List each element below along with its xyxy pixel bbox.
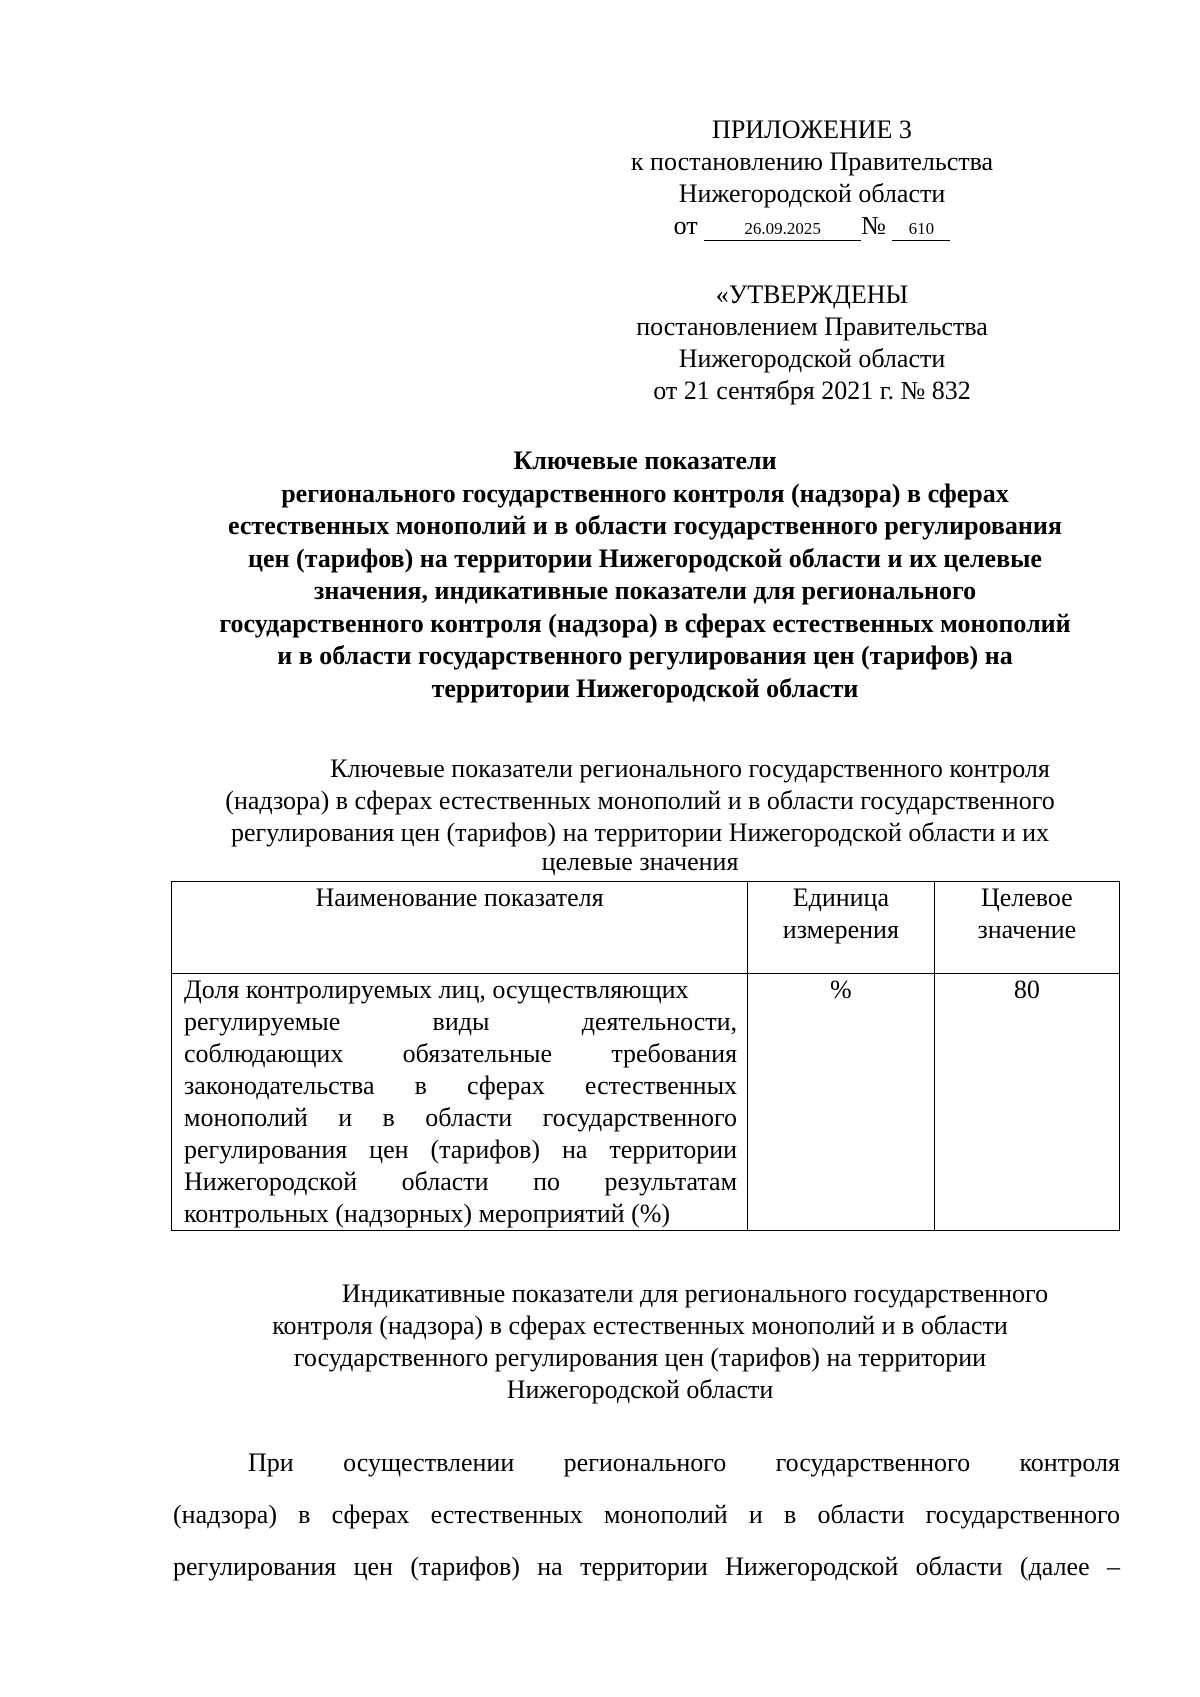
title-line: естественных монополий и в области государственного регулирования (228, 511, 1062, 540)
indicative-heading-line: Нижегородской области (506, 1375, 774, 1404)
number-prefix: № (861, 211, 886, 240)
body-text: При осуществлении регионального государственного контроля (248, 1448, 1120, 1477)
justified-line-text: монополий и в области государственного (184, 1103, 738, 1132)
table-row (172, 974, 1120, 1231)
header-target (934, 882, 1119, 974)
key-heading-line: регулирования цен (тарифов) на территории Нижегородской области и их (230, 818, 1050, 847)
header-target-line1: Целевое (980, 883, 1073, 912)
indicator-name-cell (172, 974, 748, 1231)
title-line: значения, индикативные показатели для регионального (313, 576, 977, 605)
date-prefix: от (673, 211, 698, 240)
title-line: и в области государственного регулирования цен (тарифов) на (277, 641, 1013, 670)
indicative-heading-line: Индикативные показатели для регионального государственного (341, 1279, 1049, 1308)
header-unit (748, 882, 935, 974)
title-line: государственного контроля (надзора) в сферах естественных монополий (219, 608, 1071, 638)
unit-value: % (830, 975, 852, 1004)
justified-line-text: Нижегородской области по результатам (184, 1167, 738, 1196)
header-target-line2: значение (977, 915, 1077, 944)
body-line (173, 1448, 1120, 1478)
title-line: территории Нижегородской области (431, 673, 859, 703)
header-unit-line1: Единица (792, 883, 890, 912)
justified-line-text: регулируемые виды деятельности, (184, 1007, 738, 1036)
table-header-row (172, 882, 1120, 974)
title-line: цен (тарифов) на территории Нижегородской области и их целевые (248, 543, 1042, 573)
indicator-name-line: контрольных (надзорных) мероприятий (%) (184, 1199, 671, 1228)
appendix-title: ПРИЛОЖЕНИЕ 3 (712, 115, 912, 144)
indicative-indicators-heading (160, 1278, 1120, 1406)
key-heading-line: целевые значения (541, 847, 739, 876)
indicator-name-line: Доля контролируемых лиц, осуществляющих (184, 975, 689, 1004)
approved-line2: постановлением Правительства (636, 312, 988, 341)
indicator-name-line (184, 1102, 737, 1134)
body-text: регулирования цен (тарифов) на территории Нижегородской области (далее – (173, 1552, 1120, 1581)
appendix-block (610, 114, 1014, 242)
header-name-text: Наименование показателя (315, 883, 604, 912)
header-unit-line2: измерения (782, 915, 899, 944)
title-line: регионального государственного контроля (надзора) в сферах (281, 478, 1009, 508)
key-indicators-table (171, 881, 1120, 1231)
document-title (150, 445, 1140, 705)
justified-line-text: регулирования цен (тарифов) на территории (184, 1135, 738, 1164)
indicator-name-line (184, 1134, 737, 1166)
justified-line-text: соблюдающих обязательные требования (184, 1039, 738, 1068)
indicator-name-line (184, 1070, 737, 1102)
indicator-name-line (184, 1166, 737, 1198)
indicative-heading-line: контроля (надзора) в сферах естественных монополий и в области (272, 1311, 1008, 1340)
header-indicator-name (172, 882, 748, 974)
indicator-name-line (184, 1006, 737, 1038)
appendix-line2: к постановлению Правительства (630, 147, 994, 176)
body-line (173, 1552, 1120, 1582)
date-field: 26.09.2025 (704, 218, 861, 241)
key-heading-line: (надзора) в сферах естественных монополий и в области государственного (225, 786, 1055, 815)
approved-block (610, 279, 1014, 407)
body-line (173, 1500, 1120, 1530)
key-heading-line: Ключевые показатели регионального государственного контроля (330, 754, 1050, 783)
target-cell (934, 974, 1119, 1231)
unit-cell (748, 974, 935, 1231)
indicative-heading-line: государственного регулирования цен (тарифов) на территории (293, 1343, 987, 1372)
number-field: 610 (892, 218, 950, 241)
approved-line3: Нижегородской области (678, 344, 946, 373)
appendix-line3: Нижегородской области (678, 179, 946, 208)
justified-line-text: законодательства в сферах естественных (184, 1071, 738, 1100)
appendix-date-line (610, 210, 1014, 242)
body-text: (надзора) в сферах естественных монополий и в области государственного (173, 1500, 1120, 1529)
target-value: 80 (1013, 975, 1040, 1004)
approved-line4: от 21 сентября 2021 г. № 832 (653, 376, 971, 405)
approved-line1: «УТВЕРЖДЕНЫ (715, 280, 909, 309)
indicator-name-line (184, 1038, 737, 1070)
title-line: Ключевые показатели (513, 446, 777, 475)
key-indicators-heading (160, 753, 1120, 875)
